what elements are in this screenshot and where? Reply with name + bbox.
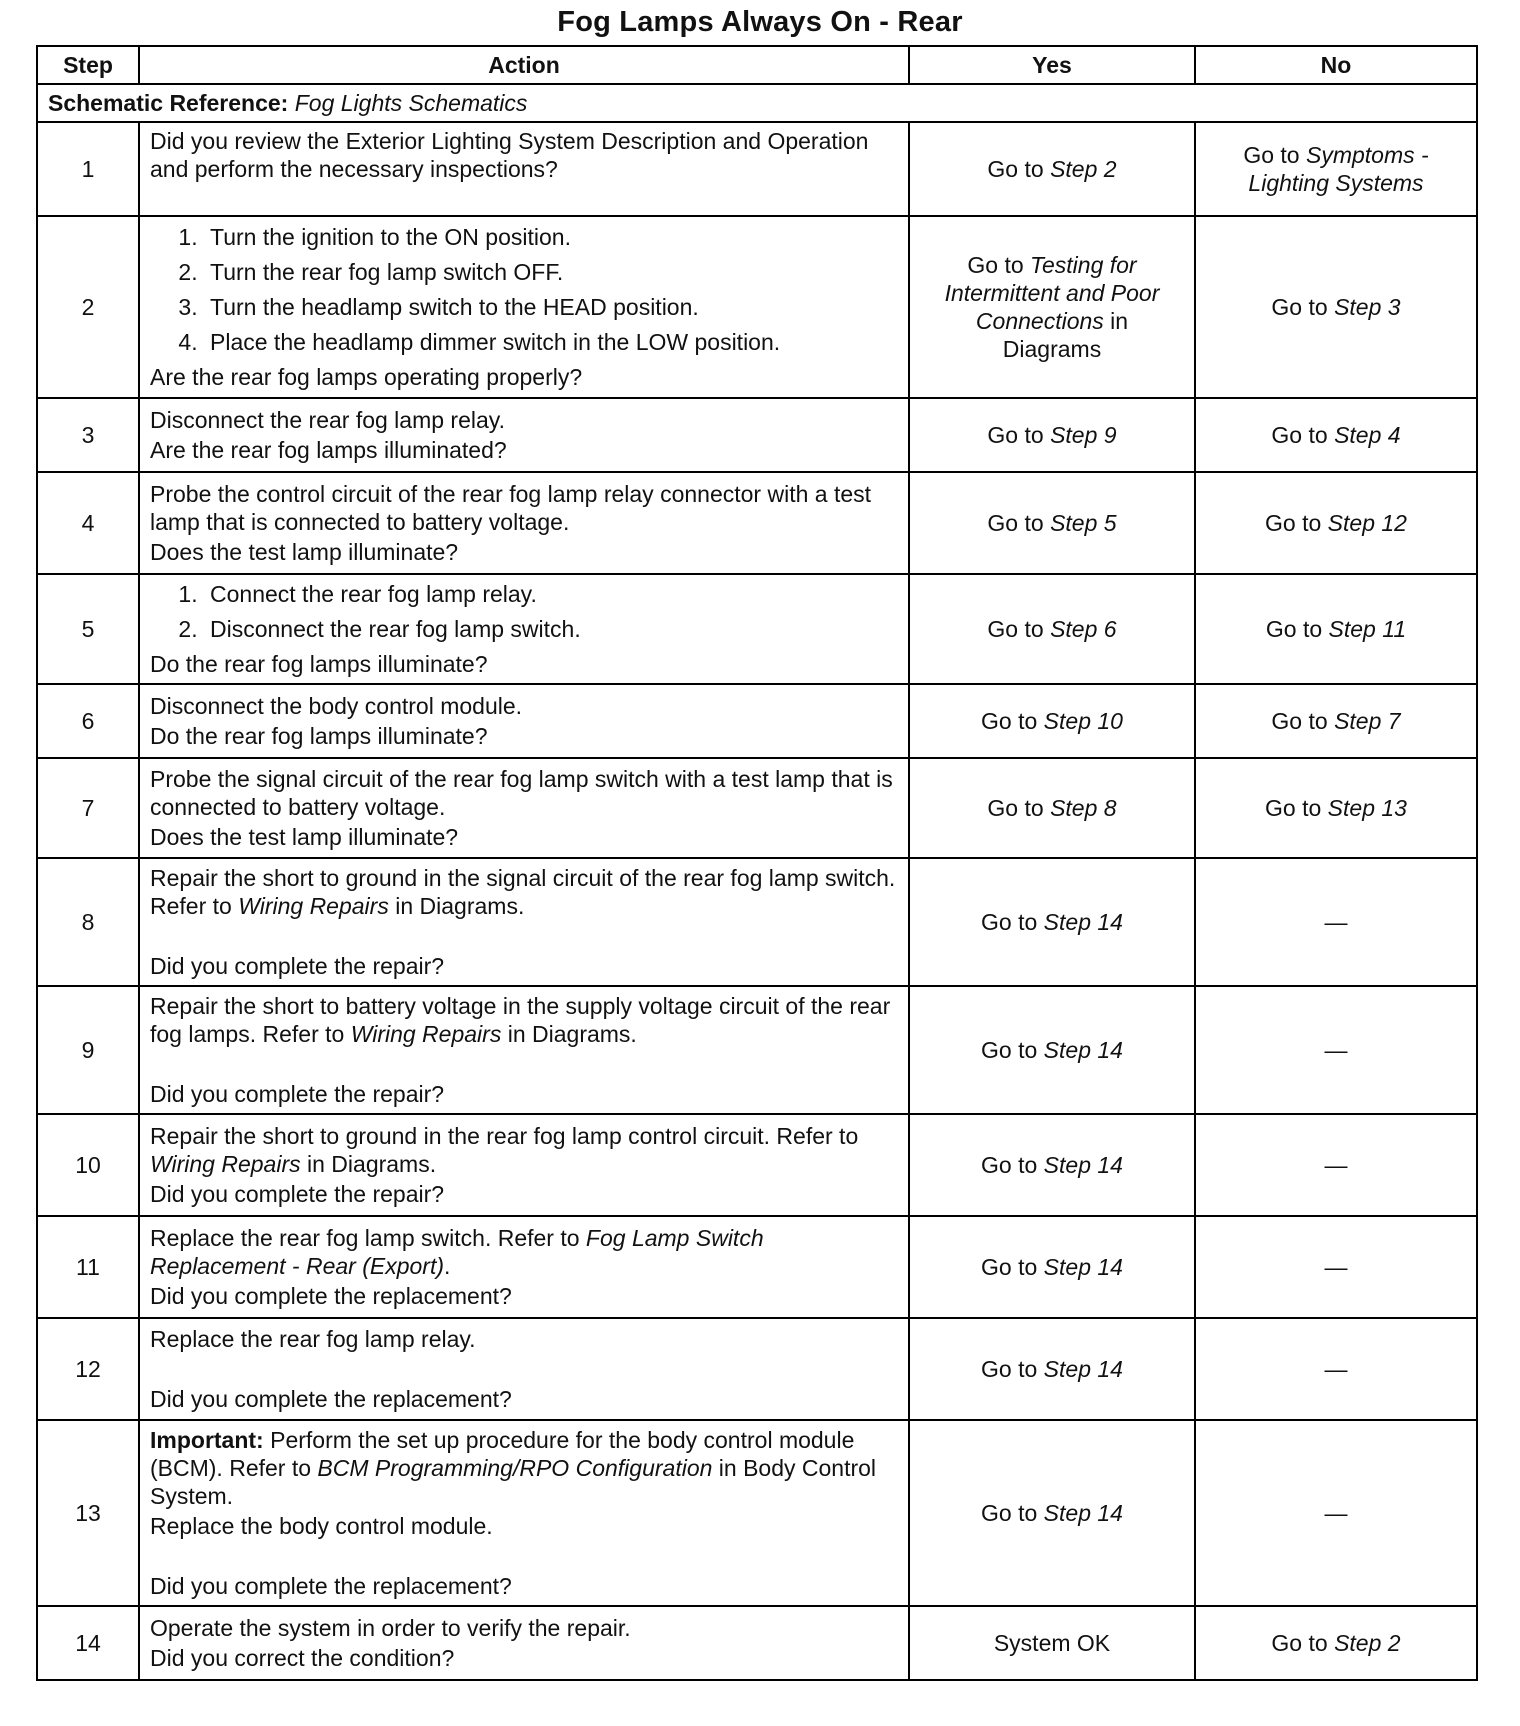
step-number: 11 bbox=[37, 1216, 139, 1318]
goto-text: Go to bbox=[1271, 422, 1335, 448]
action-question: Did you complete the replacement? bbox=[150, 1386, 512, 1412]
goto-text: Go to bbox=[981, 1037, 1044, 1063]
yes-cell bbox=[909, 858, 1195, 986]
yes-link-cont[interactable]: Connections bbox=[975, 308, 1104, 334]
table-row bbox=[37, 122, 1477, 216]
no-cell bbox=[1195, 1420, 1477, 1606]
action-text: Disconnect the rear fog lamp relay. bbox=[150, 407, 505, 433]
yes-link[interactable]: Step 14 bbox=[1043, 1254, 1123, 1280]
goto-text: Go to bbox=[1271, 294, 1335, 320]
no-link[interactable]: Step 13 bbox=[1327, 795, 1407, 821]
yes-link[interactable]: Step 8 bbox=[1050, 795, 1117, 821]
action-question: Did you complete the replacement? bbox=[150, 1283, 512, 1309]
yes-cell bbox=[909, 574, 1195, 684]
no-cell bbox=[1195, 758, 1477, 858]
wiring-repairs-link[interactable]: Wiring Repairs bbox=[238, 893, 389, 919]
yes-link[interactable]: Step 14 bbox=[1043, 1152, 1123, 1178]
action-cell bbox=[139, 216, 909, 398]
table-row bbox=[37, 1420, 1477, 1606]
yes-cell bbox=[909, 1318, 1195, 1420]
table-row bbox=[37, 216, 1477, 398]
action-cell bbox=[139, 1216, 909, 1318]
action-text: Operate the system in order to verify the repair. bbox=[150, 1615, 631, 1641]
action-question: Does the test lamp illuminate? bbox=[150, 824, 459, 850]
step-number: 1 bbox=[37, 122, 139, 216]
step-number: 5 bbox=[37, 574, 139, 684]
table-row bbox=[37, 1216, 1477, 1318]
action-cell bbox=[139, 758, 909, 858]
yes-link[interactable]: Step 14 bbox=[1043, 1037, 1123, 1063]
goto-text: Go to bbox=[1271, 1630, 1335, 1656]
no-link[interactable]: Step 4 bbox=[1334, 422, 1401, 448]
goto-text: Go to bbox=[981, 909, 1044, 935]
table-row bbox=[37, 684, 1477, 758]
goto-text: Go to bbox=[1265, 795, 1328, 821]
yes-cell bbox=[909, 216, 1195, 398]
step-number: 3 bbox=[37, 398, 139, 472]
yes-suffix: in bbox=[1103, 308, 1129, 334]
action-cell bbox=[139, 1420, 909, 1606]
no-cell bbox=[1195, 858, 1477, 986]
yes-cell bbox=[909, 1420, 1195, 1606]
no-link[interactable]: Step 2 bbox=[1334, 1630, 1401, 1656]
table-row bbox=[37, 398, 1477, 472]
yes-link[interactable]: Step 6 bbox=[1050, 616, 1117, 642]
yes-link[interactable]: Step 2 bbox=[1050, 156, 1117, 182]
action-cell bbox=[139, 986, 909, 1114]
yes-text: System OK bbox=[993, 1630, 1111, 1656]
action-cell bbox=[139, 858, 909, 986]
important-label: Important: bbox=[150, 1427, 264, 1453]
step-number: 8 bbox=[37, 858, 139, 986]
wiring-repairs-link[interactable]: Wiring Repairs bbox=[350, 1021, 502, 1047]
header-step: Step bbox=[37, 46, 139, 84]
step-number: 2 bbox=[37, 216, 139, 398]
action-cell bbox=[139, 122, 909, 216]
goto-text: Go to bbox=[1265, 616, 1329, 642]
yes-cell bbox=[909, 1606, 1195, 1680]
no-cell bbox=[1195, 398, 1477, 472]
action-text: Repair the short to ground in the rear fog lamp control circuit. Refer to Wiring Repairs in Diagrams. bbox=[150, 1123, 859, 1177]
step-number: 9 bbox=[37, 986, 139, 1114]
no-cell bbox=[1195, 1114, 1477, 1216]
action-question: Does the test lamp illuminate? bbox=[150, 539, 459, 565]
header-row bbox=[37, 46, 1477, 84]
no-cell bbox=[1195, 122, 1477, 216]
header-no: No bbox=[1195, 46, 1477, 84]
no-cell bbox=[1195, 216, 1477, 398]
step-number: 7 bbox=[37, 758, 139, 858]
dash: — bbox=[1324, 909, 1348, 935]
yes-link[interactable]: Step 14 bbox=[1043, 1356, 1123, 1382]
yes-link[interactable]: Step 14 bbox=[1043, 909, 1123, 935]
action-list-item: 2. Turn the rear fog lamp switch OFF. bbox=[204, 258, 898, 286]
goto-text: Go to bbox=[981, 708, 1044, 734]
goto-text: Go to bbox=[967, 252, 1031, 278]
goto-text: Go to bbox=[981, 1254, 1044, 1280]
goto-text: Go to bbox=[1243, 142, 1306, 168]
action-question: Did you complete the replacement? bbox=[150, 1573, 512, 1599]
goto-text: Go to bbox=[981, 1500, 1044, 1526]
document-title: Fog Lamps Always On - Rear bbox=[557, 6, 963, 38]
dash: — bbox=[1324, 1152, 1348, 1178]
action-text-2: Replace the body control module. bbox=[150, 1513, 493, 1539]
goto-text: Go to bbox=[1265, 510, 1328, 536]
no-link[interactable]: Step 11 bbox=[1328, 616, 1407, 642]
step-number: 13 bbox=[37, 1420, 139, 1606]
action-list-item: 4. Place the headlamp dimmer switch in the LOW position. bbox=[204, 328, 898, 356]
action-cell bbox=[139, 684, 909, 758]
action-list-item: 2. Disconnect the rear fog lamp switch. bbox=[204, 615, 898, 643]
dash: — bbox=[1324, 1500, 1348, 1526]
action-question: Did you correct the condition? bbox=[150, 1645, 455, 1671]
action-question: Are the rear fog lamps operating properly? bbox=[150, 364, 583, 390]
step-number: 10 bbox=[37, 1114, 139, 1216]
table-row bbox=[37, 1318, 1477, 1420]
goto-text: Go to bbox=[987, 616, 1051, 642]
action-text: Replace the rear fog lamp switch. Refer to Fog Lamp Switch Replacement - Rear (Export). bbox=[150, 1225, 764, 1279]
bcm-programming-link[interactable]: BCM Programming/RPO Configuration bbox=[317, 1455, 713, 1481]
yes-cell bbox=[909, 398, 1195, 472]
action-question: Did you complete the repair? bbox=[150, 953, 445, 979]
dash: — bbox=[1324, 1254, 1348, 1280]
no-link-cont[interactable]: Lighting Systems bbox=[1248, 170, 1424, 196]
yes-cell bbox=[909, 472, 1195, 574]
no-link[interactable]: Step 3 bbox=[1334, 294, 1401, 320]
goto-text: Go to bbox=[981, 1356, 1044, 1382]
table-row bbox=[37, 858, 1477, 986]
yes-link[interactable]: Step 14 bbox=[1043, 1500, 1123, 1526]
header-action: Action bbox=[139, 46, 909, 84]
table-row bbox=[37, 1606, 1477, 1680]
yes-cell bbox=[909, 684, 1195, 758]
yes-link[interactable]: Step 5 bbox=[1050, 510, 1117, 536]
action-text: Repair the short to battery voltage in the supply voltage circuit of the rear fog lamps. Refer to Wiring Repairs in Diagrams. bbox=[150, 993, 891, 1047]
header-yes: Yes bbox=[909, 46, 1195, 84]
goto-text: Go to bbox=[987, 156, 1051, 182]
action-question: Did you complete the repair? bbox=[150, 1181, 445, 1207]
table-row bbox=[37, 986, 1477, 1114]
no-cell bbox=[1195, 574, 1477, 684]
no-link[interactable]: Step 12 bbox=[1327, 510, 1407, 536]
yes-suffix: Diagrams bbox=[1002, 336, 1102, 362]
yes-cell bbox=[909, 122, 1195, 216]
action-list-item: 1. Connect the rear fog lamp relay. bbox=[204, 580, 898, 608]
no-cell bbox=[1195, 1318, 1477, 1420]
action-list-item: 1. Turn the ignition to the ON position. bbox=[204, 223, 898, 251]
no-cell bbox=[1195, 472, 1477, 574]
no-cell bbox=[1195, 1216, 1477, 1318]
action-text: Disconnect the body control module. bbox=[150, 693, 523, 719]
dash: — bbox=[1324, 1037, 1348, 1063]
wiring-repairs-link[interactable]: Wiring Repairs bbox=[150, 1151, 301, 1177]
action-cell bbox=[139, 1318, 909, 1420]
no-link[interactable]: Step 7 bbox=[1334, 708, 1401, 734]
action-cell bbox=[139, 574, 909, 684]
action-question: Are the rear fog lamps illuminated? bbox=[150, 437, 507, 463]
action-question: Did you complete the repair? bbox=[150, 1081, 445, 1107]
step-number: 12 bbox=[37, 1318, 139, 1420]
dash: — bbox=[1324, 1356, 1348, 1382]
yes-cell bbox=[909, 1114, 1195, 1216]
yes-link[interactable]: Testing for bbox=[1030, 252, 1137, 278]
table-row bbox=[37, 1114, 1477, 1216]
action-text: Repair the short to ground in the signal circuit of the rear fog lamp switch. Refer to Wiring Repairs in Diagrams. bbox=[150, 865, 896, 919]
fog-lamp-switch-replacement-link[interactable]: Fog Lamp Switch Replacement - Rear (Export) bbox=[150, 1225, 764, 1279]
schematic-reference-link[interactable]: Fog Lights Schematics bbox=[294, 90, 528, 116]
action-question: Do the rear fog lamps illuminate? bbox=[150, 651, 488, 677]
action-list-item: 3. Turn the headlamp switch to the HEAD position. bbox=[204, 293, 898, 321]
action-text: Replace the rear fog lamp relay. bbox=[150, 1326, 476, 1352]
action-list bbox=[150, 223, 898, 356]
step-number: 6 bbox=[37, 684, 139, 758]
action-text: Did you review the Exterior Lighting System Description and Operation and perform the necessary inspections? bbox=[150, 128, 869, 182]
action-cell bbox=[139, 472, 909, 574]
yes-link[interactable]: Step 9 bbox=[1050, 422, 1117, 448]
step-number: 14 bbox=[37, 1606, 139, 1680]
goto-text: Go to bbox=[987, 510, 1051, 536]
action-cell bbox=[139, 398, 909, 472]
table-row bbox=[37, 758, 1477, 858]
action-cell bbox=[139, 1606, 909, 1680]
yes-cell bbox=[909, 1216, 1195, 1318]
action-cell bbox=[139, 1114, 909, 1216]
schematic-reference-row bbox=[37, 84, 1477, 122]
goto-text: Go to bbox=[987, 795, 1051, 821]
diagnostic-table bbox=[36, 45, 1478, 1681]
action-text: Probe the signal circuit of the rear fog lamp switch with a test lamp that is connected to battery voltage. bbox=[150, 766, 893, 820]
yes-link-cont[interactable]: Intermittent and Poor bbox=[944, 280, 1160, 306]
no-cell bbox=[1195, 986, 1477, 1114]
goto-text: Go to bbox=[1271, 708, 1335, 734]
step-number: 4 bbox=[37, 472, 139, 574]
action-text: Probe the control circuit of the rear fog lamp relay connector with a test lamp that is connected to battery voltage. bbox=[150, 481, 872, 535]
yes-cell bbox=[909, 758, 1195, 858]
yes-link[interactable]: Step 10 bbox=[1043, 708, 1123, 734]
yes-cell bbox=[909, 986, 1195, 1114]
table-row bbox=[37, 574, 1477, 684]
goto-text: Go to bbox=[981, 1152, 1044, 1178]
no-link[interactable]: Symptoms - bbox=[1305, 142, 1429, 168]
action-question: Do the rear fog lamps illuminate? bbox=[150, 723, 488, 749]
action-list bbox=[150, 580, 898, 643]
goto-text: Go to bbox=[987, 422, 1051, 448]
table-row bbox=[37, 472, 1477, 574]
no-cell bbox=[1195, 684, 1477, 758]
schematic-reference-label: Schematic Reference: bbox=[48, 90, 289, 116]
no-cell bbox=[1195, 1606, 1477, 1680]
schematic-reference bbox=[37, 84, 1477, 122]
action-text: Important: Perform the set up procedure for the body control module (BCM). Refer to BCM Programming/RPO Configuration in Body Control System. bbox=[150, 1427, 877, 1509]
